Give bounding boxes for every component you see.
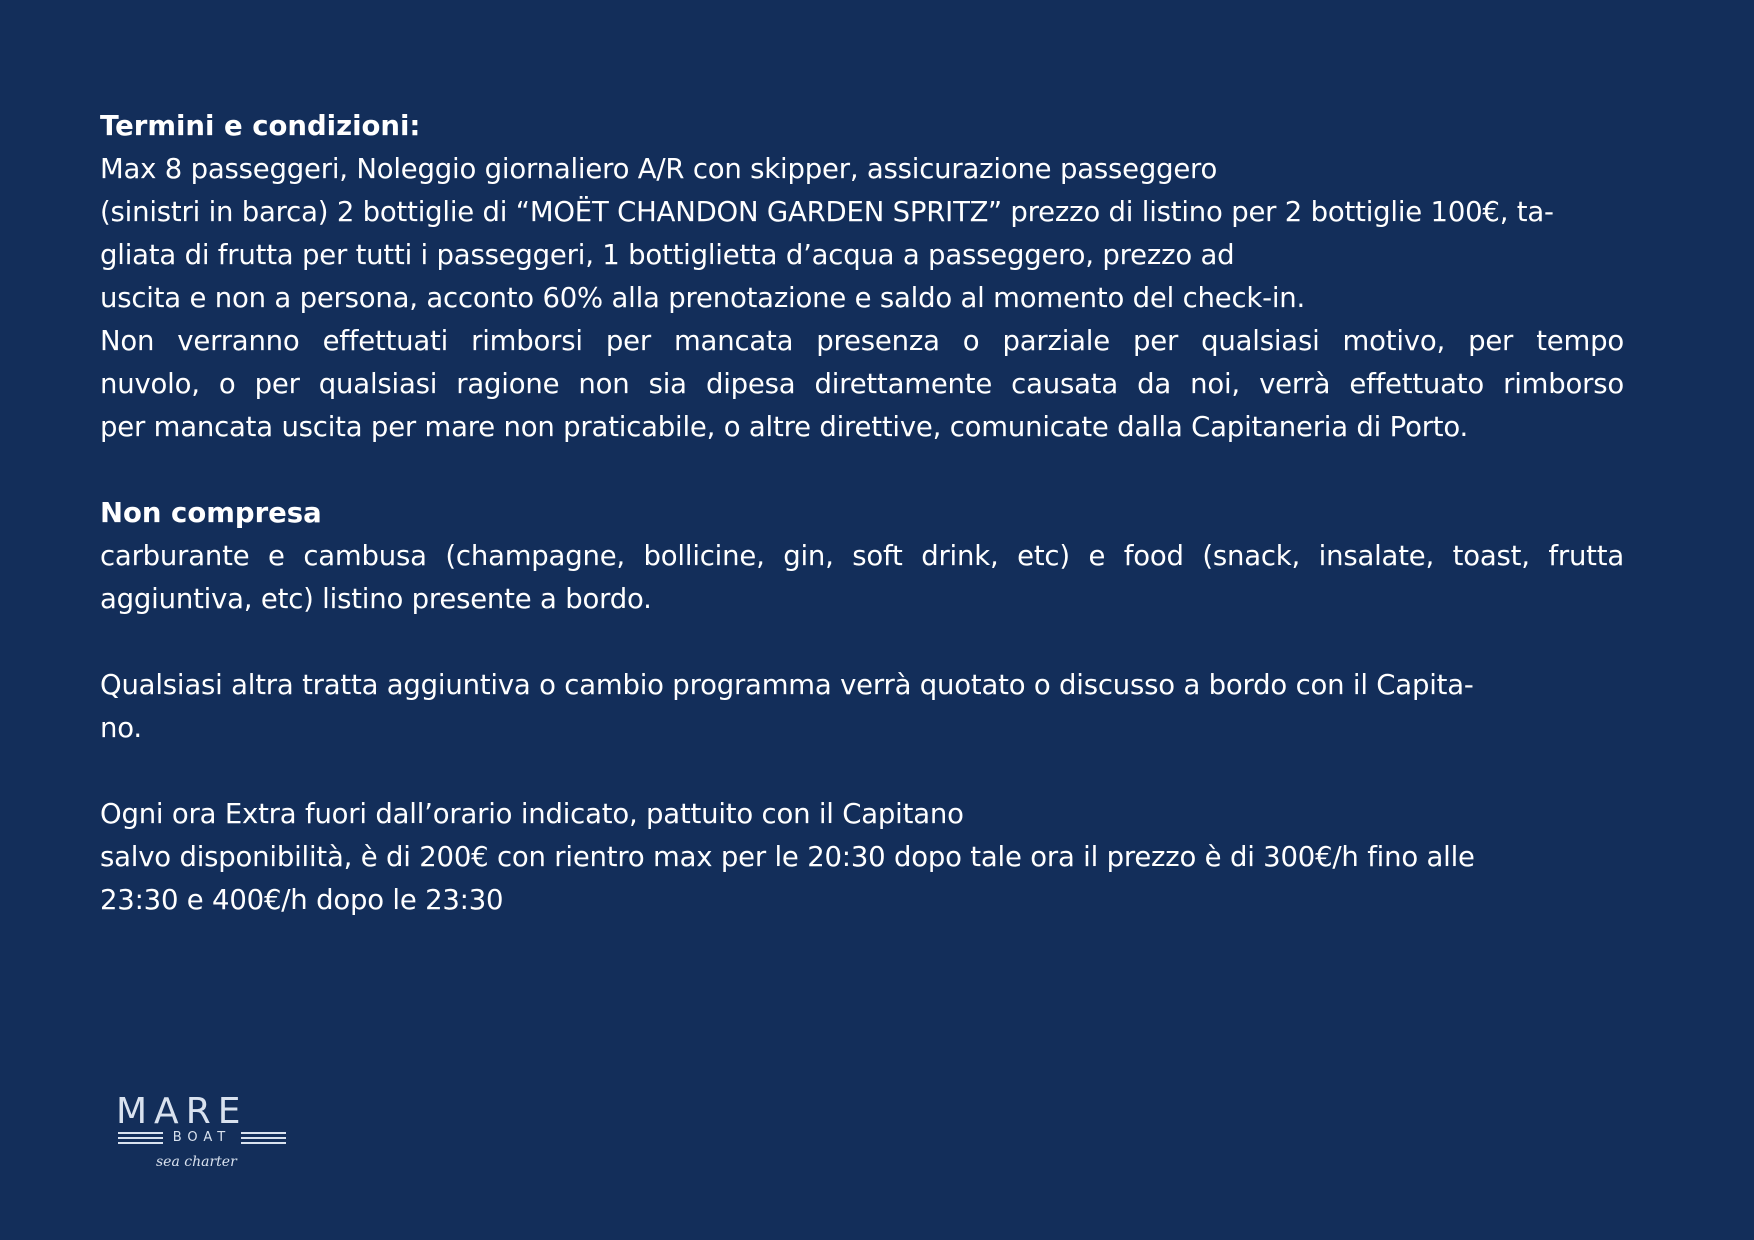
refund-line: Non verranno effettuati rimborsi per mancata presenza o parziale per qualsiasi motivo, per tempo [100,325,1624,357]
extra-route-line: Qualsiasi altra tratta aggiuntiva o cambio programma verrà quotato o discusso a bordo con il Capita- [100,669,1474,701]
logo-tagline: sea charter [156,1154,237,1170]
mare-boat-logo [116,1091,291,1180]
extra-hours-line: Ogni ora Extra fuori dall’orario indicato, pattuito con il Capitano [100,798,964,830]
not-included-heading: Non compresa [100,497,322,529]
logo-wave-lines-right [241,1132,286,1144]
terms-line: (sinistri in barca) 2 bottiglie di “MOËT CHANDON GARDEN SPRITZ” prezzo di listino per 2 bottiglie 100€, ta- [100,196,1554,228]
terms-line: uscita e non a persona, acconto 60% alla prenotazione e saldo al momento del check-in. [100,282,1306,314]
not-included-line: aggiuntiva, etc) listino presente a bordo. [100,583,652,615]
logo-wordmark: MARE [116,1091,248,1132]
spacer [100,750,1624,793]
refund-line: nuvolo, o per qualsiasi ragione non sia dipesa direttamente causata da noi, verrà effettuato rimborso [100,368,1624,400]
spacer [100,449,1624,492]
refund-line: per mancata uscita per mare non praticabile, o altre direttive, comunicate dalla Capitaneria di Porto. [100,411,1469,443]
terms-line: gliata di frutta per tutti i passeggeri, 1 bottiglietta d’acqua a passeggero, prezzo ad [100,239,1235,271]
not-included-line: carburante e cambusa (champagne, bollicine, gin, soft drink, etc) e food (snack, insalate, toast, frutta [100,540,1624,572]
terms-heading: Termini e condizioni: [100,110,421,142]
extra-route-line: no. [100,712,142,744]
extra-hours-line: 23:30 e 400€/h dopo le 23:30 [100,884,504,916]
terms-line: Max 8 passeggeri, Noleggio giornaliero A/R con skipper, assicurazione passeggero [100,153,1218,185]
extra-hours-line: salvo disponibilità, è di 200€ con rientro max per le 20:30 dopo tale ora il prezzo è di 300€/h fino alle [100,841,1475,873]
terms-content [100,105,1624,922]
logo-subtitle: BOAT [172,1130,232,1145]
spacer [100,621,1624,664]
